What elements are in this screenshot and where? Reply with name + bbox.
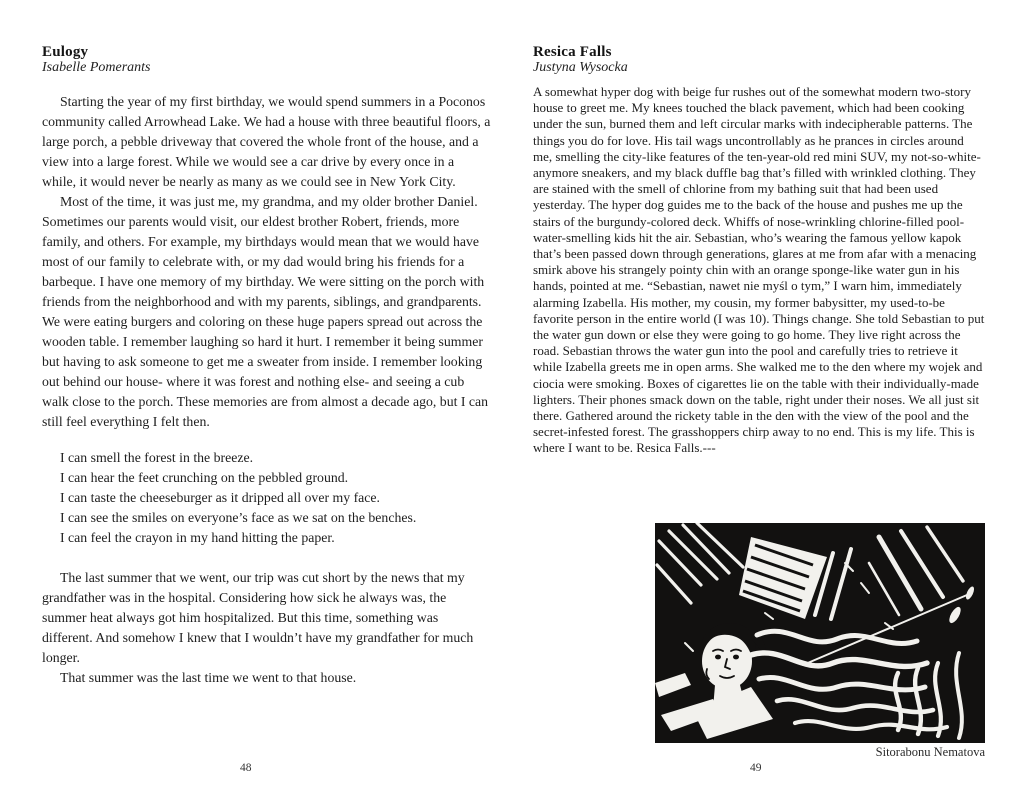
sense-line: I can feel the crayon in my hand hitting the paper. xyxy=(60,530,335,545)
story-paragraph: The last summer that we went, our trip was cut short by the news that my grandfather was in the hospital. Considering how sick he always was, the summer heat always got him hospitalized. But this time, something was different. And somehow I knew that I wouldn’t have my grandfather for much longer. xyxy=(42,570,474,665)
right-story-author: Justyna Wysocka xyxy=(533,60,628,75)
left-story-title: Eulogy xyxy=(42,44,89,60)
sense-line: I can taste the cheeseburger as it dripped all over my face. xyxy=(60,490,380,505)
right-story-title: Resica Falls xyxy=(533,44,612,60)
story-illustration xyxy=(655,523,985,743)
right-story-body xyxy=(533,84,985,457)
left-page xyxy=(42,44,491,688)
left-story-author: Isabelle Pomerants xyxy=(42,60,151,75)
page-number-left: 48 xyxy=(240,762,252,774)
page-number-right: 49 xyxy=(750,762,762,774)
sense-line: I can smell the forest in the breeze. xyxy=(60,450,254,465)
sense-line-list xyxy=(42,448,491,548)
sense-line: I can hear the feet crunching on the pebbled ground. xyxy=(60,470,349,485)
woodcut-print-girl-with-flowing-hair xyxy=(655,523,985,743)
story-paragraph: Most of the time, it was just me, my grandma, and my older brother Daniel. Sometimes our parents would visit, our eldest brother Robert, friends, more family, and others. For example, my birthdays would mean that we would have most of our family to celebrate with, or my dad would bring his friends for a barbeque. I have one memory of my birthday. We were sitting on the porch with friends from the neighborhood and with my parents, siblings, and grandparents. We were eating burgers and coloring on these huge papers spread out across the wooden table. I remember laughing so hard it hurt. I remember it being summer but having to ask someone to get me a sweater from inside. I remember looking out behind our house- where it was forest and nothing else- and seeing a cub walk close to the porch. These memories are from almost a decade ago, but I can still feel everything I felt then. xyxy=(42,194,489,429)
story-paragraph: A somewhat hyper dog with beige fur rushes out of the somewhat modern two-story house to greet me. My knees touched the black pavement, which had been cooking under the sun, burned them and left circular marks with indecipherable patterns. The things you do for love. His tail wags uncontrollably as he prances in circles around me, smelling the city-like features of the ten-year-old red mini SUV, my not-so-white-anymore sneakers, and my black duffle bag that’s filled with wrinkled clothing. They are stained with the smell of chlorine from my bathing suit that had been used yesterday. The hyper dog guides me to the back of the house and pushes me up the stairs of the burgundy-colored deck. Whiffs of nose-wrinkling chlorine-filled pool-water-smelling kids hit the air. Sebastian, who’s wearing the famous yellow kapok that’s been passed down through generations, glares at me from afar with a menacing smirk above his strangely pointy chin with an orange sponge-like water gun in his hands, pointed at me. “Sebastian, nawet nie myśl o tym,” I warn him, immediately alarming Izabella. His mother, my cousin, my former babysitter, my used-to-be favorite person in the entire world (I was 10). Things change. She told Sebastian to put the water gun down or else they were going to go home. They live right across the road. Sebastian throws the water gun into the pool and carefully tries to retrieve it while Izabella greets me in open arms. She walked me to the den where my wojek and ciocia were smoking. Boxes of cigarettes lie on the table with their individually-made lighters. Their phones smack down on the table, right under their noses. We all just sit there. Gathered around the rickety table in the den with the view of the pool and the secret-infested forest. The grasshoppers chirp away to no end. This is my life. This is where I want to be. Resica Falls.--- xyxy=(533,84,985,456)
right-page xyxy=(533,44,985,457)
illustration-credit: Sitorabonu Nematova xyxy=(875,745,985,759)
left-story-body xyxy=(42,92,491,688)
sense-line: I can see the smiles on everyone’s face as we sat on the benches. xyxy=(60,510,417,525)
left-closing-paragraphs xyxy=(42,568,491,688)
story-paragraph: That summer was the last time we went to that house. xyxy=(60,670,357,685)
left-opening-paragraphs xyxy=(42,92,491,432)
story-paragraph: Starting the year of my first birthday, we would spend summers in a Poconos community called Arrowhead Lake. We had a house with three beautiful floors, a large porch, a pebble driveway that covered the whole front of the house, and a view into a large forest. While we would see a car drive by every once in a while, it would never be nearly as many as we could see in New York City. xyxy=(42,94,491,189)
